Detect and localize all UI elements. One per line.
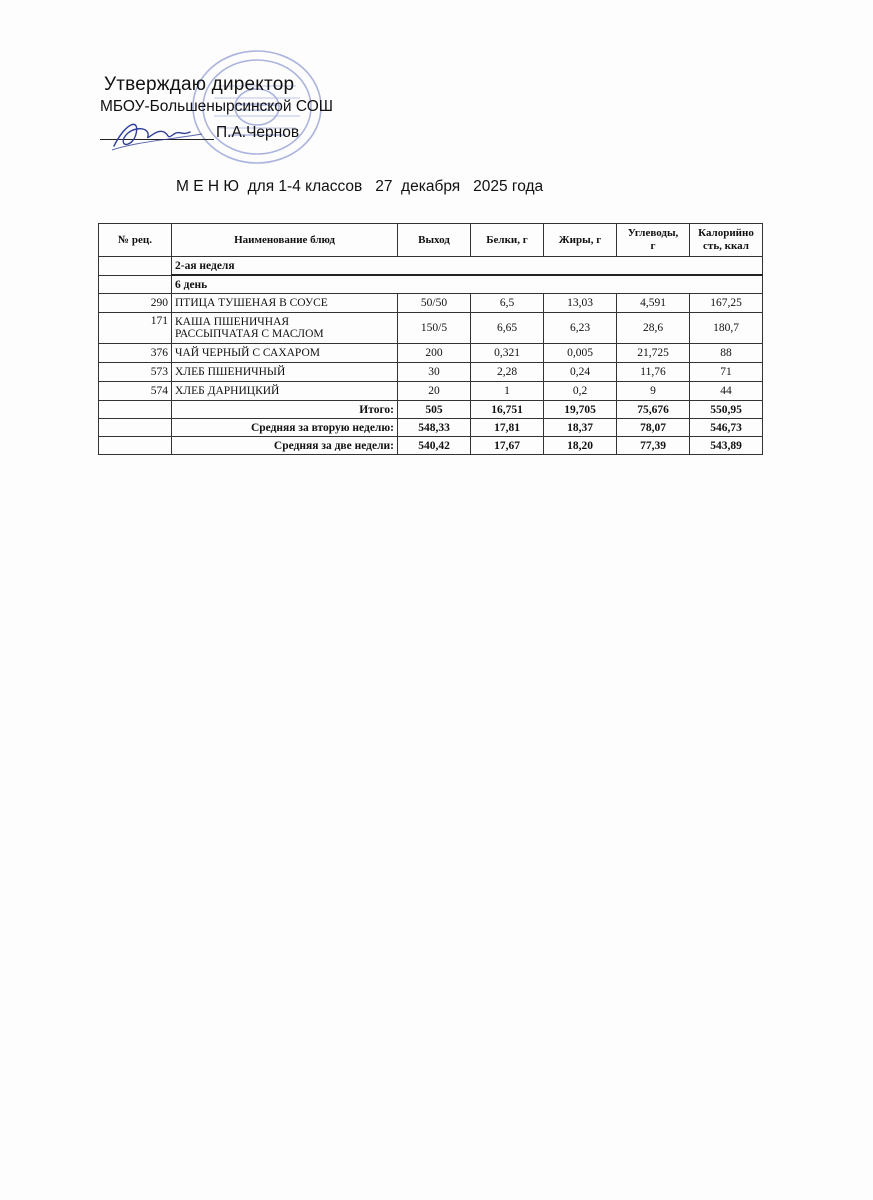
dish-name <box>172 313 398 344</box>
avg-two-weeks-blank <box>99 437 172 455</box>
avg-two-weeks-carbs: 77,39 <box>617 437 690 455</box>
dish-carbs: 21,725 <box>617 344 690 363</box>
total-carbs: 75,676 <box>617 401 690 419</box>
dish-calories: 167,25 <box>690 294 763 313</box>
week-row <box>99 257 763 276</box>
dish-name-line1: КАША ПШЕНИЧНАЯ <box>175 316 290 328</box>
day-row-blank <box>99 275 172 294</box>
total-fat: 19,705 <box>544 401 617 419</box>
table-header-row <box>99 224 763 257</box>
dish-fat: 6,23 <box>544 313 617 344</box>
table-row <box>99 313 763 344</box>
col-header-yield: Выход <box>398 224 471 257</box>
avg-week-carbs: 78,07 <box>617 419 690 437</box>
dish-name: ХЛЕБ ПШЕНИЧНЫЙ <box>172 363 398 382</box>
total-protein: 16,751 <box>471 401 544 419</box>
avg-week-blank <box>99 419 172 437</box>
dish-name: ХЛЕБ ДАРНИЦКИЙ <box>172 382 398 401</box>
col-header-name: Наименование блюд <box>172 224 398 257</box>
dish-calories: 44 <box>690 382 763 401</box>
day-label: 6 день <box>172 275 763 294</box>
col-header-cal-line2: сть, ккал <box>703 240 749 252</box>
avg-two-weeks-fat: 18,20 <box>544 437 617 455</box>
average-week-row <box>99 419 763 437</box>
dish-yield: 30 <box>398 363 471 382</box>
handwritten-signature <box>106 112 206 156</box>
col-header-carbs-line1: Углеводы, <box>627 227 679 239</box>
dish-protein: 6,65 <box>471 313 544 344</box>
total-row <box>99 401 763 419</box>
avg-week-fat: 18,37 <box>544 419 617 437</box>
menu-table <box>98 223 763 455</box>
dish-yield: 150/5 <box>398 313 471 344</box>
avg-week-protein: 17,81 <box>471 419 544 437</box>
table-row <box>99 344 763 363</box>
avg-two-weeks-protein: 17,67 <box>471 437 544 455</box>
dish-calories: 88 <box>690 344 763 363</box>
total-label: Итого: <box>172 401 398 419</box>
dish-name-line2: РАССЫПЧАТАЯ С МАСЛОМ <box>175 328 324 340</box>
dish-yield: 20 <box>398 382 471 401</box>
school-name: МБОУ-Большеныpсинской СОШ <box>100 98 333 115</box>
dish-fat: 0,005 <box>544 344 617 363</box>
dish-name: ЧАЙ ЧЕРНЫЙ С САХАРОМ <box>172 344 398 363</box>
col-header-carbs-line2: г <box>650 240 656 252</box>
dish-protein: 0,321 <box>471 344 544 363</box>
director-name: П.А.Чернов <box>216 124 300 141</box>
rec-number: 573 <box>99 363 172 382</box>
dish-carbs: 28,6 <box>617 313 690 344</box>
rec-number: 171 <box>99 313 172 344</box>
dish-fat: 13,03 <box>544 294 617 313</box>
total-calories: 550,95 <box>690 401 763 419</box>
avg-two-weeks-yield: 540,42 <box>398 437 471 455</box>
avg-two-weeks-calories: 543,89 <box>690 437 763 455</box>
total-blank <box>99 401 172 419</box>
col-header-cal-line1: Калорийно <box>698 227 754 239</box>
col-header-protein: Белки, г <box>471 224 544 257</box>
week-row-blank <box>99 257 172 276</box>
table-row <box>99 294 763 313</box>
dish-carbs: 9 <box>617 382 690 401</box>
dish-protein: 2,28 <box>471 363 544 382</box>
dish-fat: 0,2 <box>544 382 617 401</box>
col-header-rec: № рец. <box>99 224 172 257</box>
avg-week-calories: 546,73 <box>690 419 763 437</box>
rec-number: 376 <box>99 344 172 363</box>
rec-number: 574 <box>99 382 172 401</box>
approval-title: Утверждаю директор <box>104 74 295 95</box>
dish-protein: 6,5 <box>471 294 544 313</box>
dish-calories: 180,7 <box>690 313 763 344</box>
col-header-fat: Жиры, г <box>544 224 617 257</box>
dish-yield: 50/50 <box>398 294 471 313</box>
week-label: 2-ая неделя <box>172 257 763 276</box>
dish-protein: 1 <box>471 382 544 401</box>
col-header-carbs <box>617 224 690 257</box>
table-row <box>99 382 763 401</box>
dish-carbs: 11,76 <box>617 363 690 382</box>
menu-title: М Е Н Ю для 1-4 классов 27 декабря 2025 года <box>176 178 544 195</box>
dish-fat: 0,24 <box>544 363 617 382</box>
avg-two-weeks-label: Средняя за две недели: <box>172 437 398 455</box>
col-header-calories <box>690 224 763 257</box>
avg-week-yield: 548,33 <box>398 419 471 437</box>
average-two-weeks-row <box>99 437 763 455</box>
dish-carbs: 4,591 <box>617 294 690 313</box>
day-row <box>99 275 763 294</box>
dish-yield: 200 <box>398 344 471 363</box>
avg-week-label: Средняя за вторую неделю: <box>172 419 398 437</box>
table-row <box>99 363 763 382</box>
total-yield: 505 <box>398 401 471 419</box>
dish-calories: 71 <box>690 363 763 382</box>
dish-name: ПТИЦА ТУШЕНАЯ В СОУСЕ <box>172 294 398 313</box>
rec-number: 290 <box>99 294 172 313</box>
